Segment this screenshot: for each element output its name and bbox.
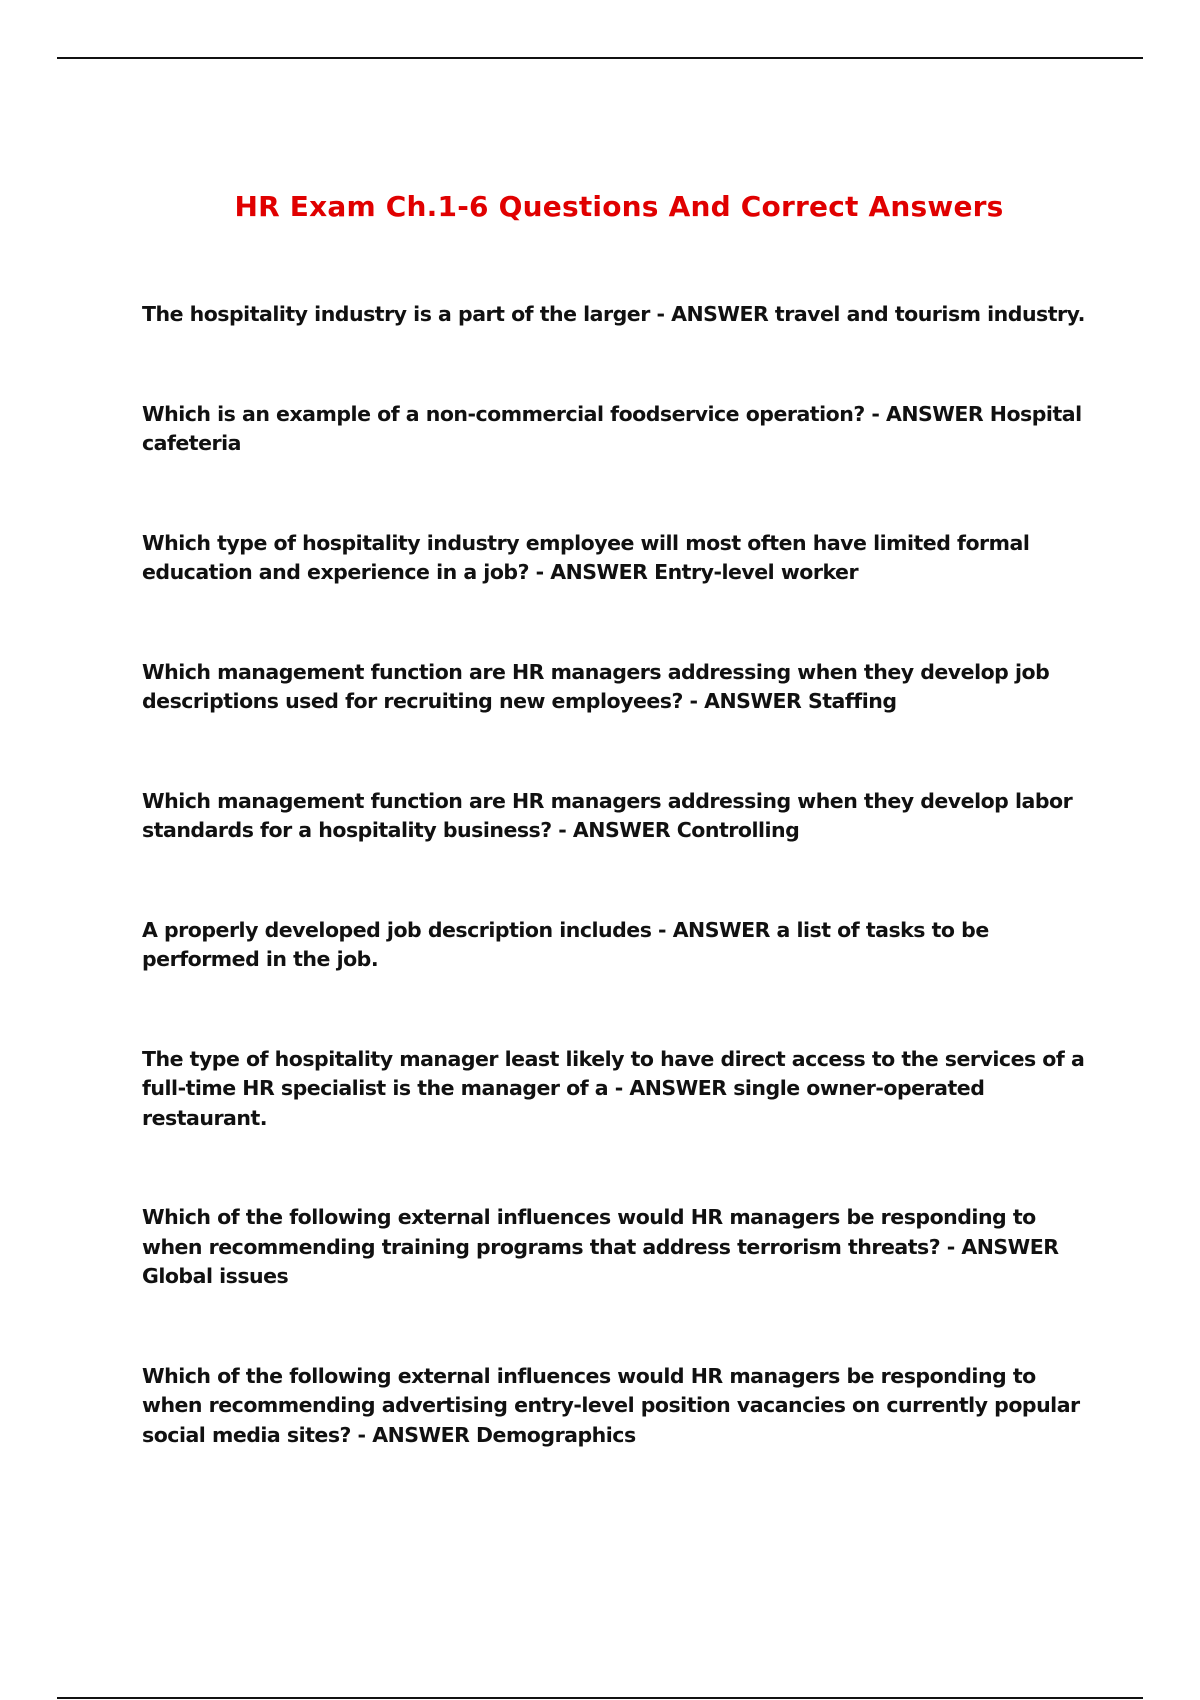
qa-item: Which management function are HR managers addressing when they develop job descriptions used for recruiting new employees? - ANSWER Staffing (142, 659, 1050, 713)
footer-rule (57, 1697, 1143, 1699)
qa-item: Which of the following external influences would HR managers be responding to when recommending advertising entry-level position vacancies on currently popular social media sites? - ANSWER Demographics (142, 1363, 1080, 1447)
qa-item: Which type of hospitality industry employee will most often have limited formal education and experience in a job? - ANSWER Entry-level worker (142, 530, 1030, 584)
qa-item: The type of hospitality manager least likely to have direct access to the services of a full-time HR specialist is the manager of a - ANSWER single owner-operated restaurant. (142, 1046, 1085, 1130)
qa-list (142, 300, 1092, 1520)
qa-item: Which management function are HR managers addressing when they develop labor standards for a hospitality business? - ANSWER Controlling (142, 788, 1073, 842)
header-rule (57, 57, 1143, 59)
page-title: HR Exam Ch.1-6 Questions And Correct Answers (234, 190, 1004, 223)
qa-item: Which of the following external influences would HR managers be responding to when recommending training programs that address terrorism threats? - ANSWER Global issues (142, 1205, 1059, 1288)
qa-item: A properly developed job description includes - ANSWER a list of tasks to be performed in the job. (142, 917, 989, 971)
qa-item: Which is an example of a non-commercial foodservice operation? - ANSWER Hospital cafeteria (142, 401, 1082, 455)
qa-item: The hospitality industry is a part of the larger - ANSWER travel and tourism industry. (142, 302, 1085, 326)
